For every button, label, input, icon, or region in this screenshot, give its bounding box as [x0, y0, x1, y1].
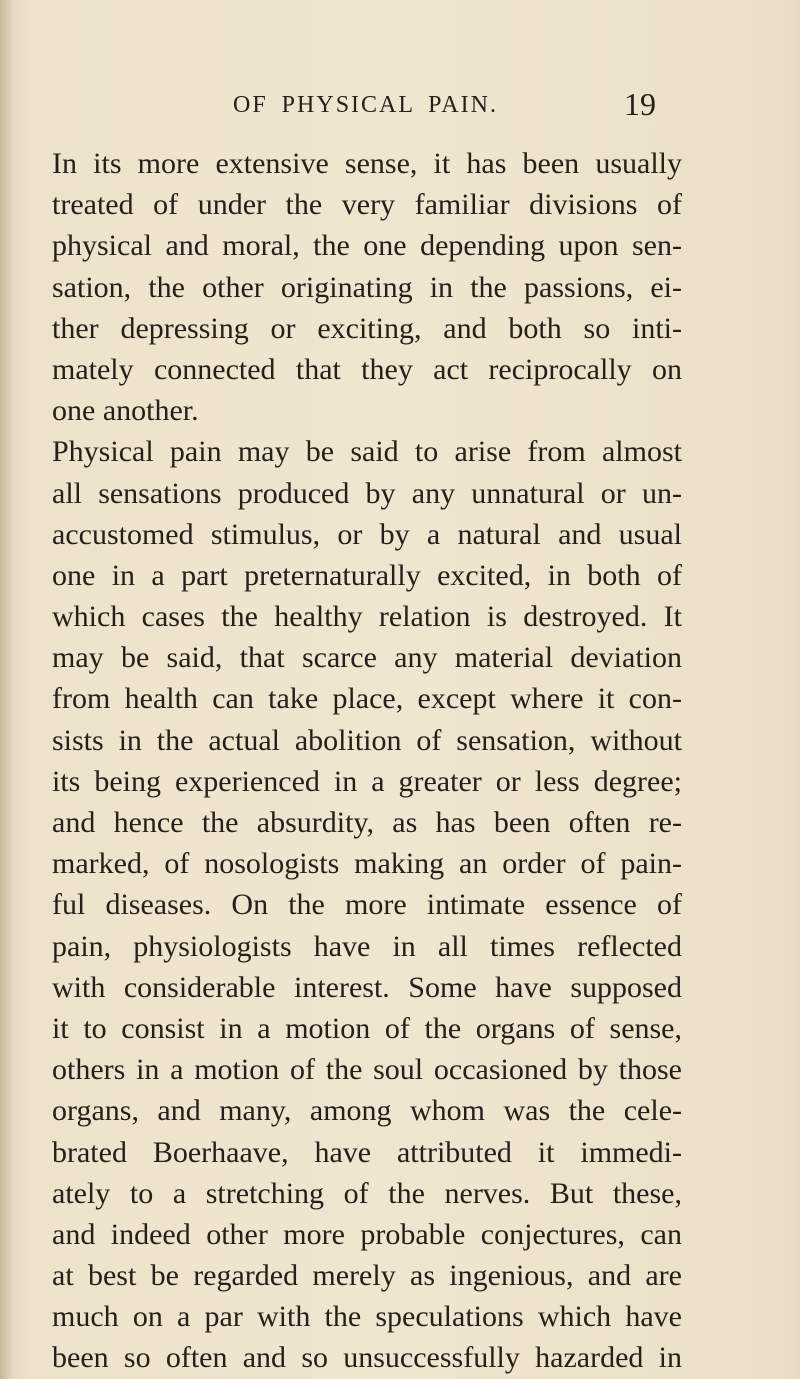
text-line: physical and moral, the one depending upon sen-: [52, 229, 682, 263]
text-line: treated of under the very familiar divisions of: [52, 188, 682, 222]
text-line: sists in the actual abolition of sensation, without: [52, 723, 682, 757]
text-line: it to consist in a motion of the organs of sense,: [52, 1011, 682, 1045]
running-head: [0, 86, 800, 126]
body-text: [52, 143, 682, 1379]
text-line: pain, physiologists have in all times reflected: [52, 929, 682, 963]
text-line: may be said, that scarce any material deviation: [52, 641, 682, 675]
text-line: one another.: [52, 394, 199, 428]
text-line: its being experienced in a greater or less degree;: [52, 764, 682, 798]
text-line: with considerable interest. Some have supposed: [52, 970, 682, 1004]
text-line: sation, the other originating in the passions, ei-: [52, 270, 682, 304]
text-line: ately to a stretching of the nerves. But these,: [52, 1176, 682, 1210]
text-line: brated Boerhaave, have attributed it immedi-: [52, 1135, 682, 1169]
text-line: Physical pain may be said to arise from almost: [52, 435, 682, 469]
text-line: others in a motion of the soul occasioned by those: [52, 1053, 682, 1087]
text-line: been so often and so unsuccessfully hazarded in: [52, 1341, 682, 1375]
text-line: marked, of nosologists making an order of pain-: [52, 847, 682, 881]
text-line: much on a par with the speculations which have: [52, 1300, 682, 1334]
text-line: In its more extensive sense, it has been usually: [52, 147, 682, 180]
text-line: and indeed other more probable conjectures, can: [52, 1217, 682, 1251]
text-line: at best be regarded merely as ingenious, and are: [52, 1259, 682, 1293]
gutter-shadow: [0, 0, 14, 1379]
text-line: ful diseases. On the more intimate essence of: [52, 888, 682, 922]
text-line: one in a part preternaturally excited, in both of: [52, 558, 682, 592]
text-line: and hence the absurdity, as has been often re-: [52, 806, 682, 839]
text-line: organs, and many, among whom was the cele-: [52, 1094, 682, 1128]
text-line: ther depressing or exciting, and both so inti-: [52, 311, 682, 345]
running-title: OF PHYSICAL PAIN.: [233, 92, 498, 118]
page-number: 19: [624, 86, 656, 122]
text-line: which cases the healthy relation is destroyed. It: [52, 600, 682, 634]
text-line: from health can take place, except where it con-: [52, 682, 682, 716]
text-line: accustomed stimulus, or by a natural and usual: [52, 517, 682, 551]
text-line: mately connected that they act reciprocally on: [52, 352, 682, 386]
text-line: all sensations produced by any unnatural or un-: [52, 476, 682, 510]
